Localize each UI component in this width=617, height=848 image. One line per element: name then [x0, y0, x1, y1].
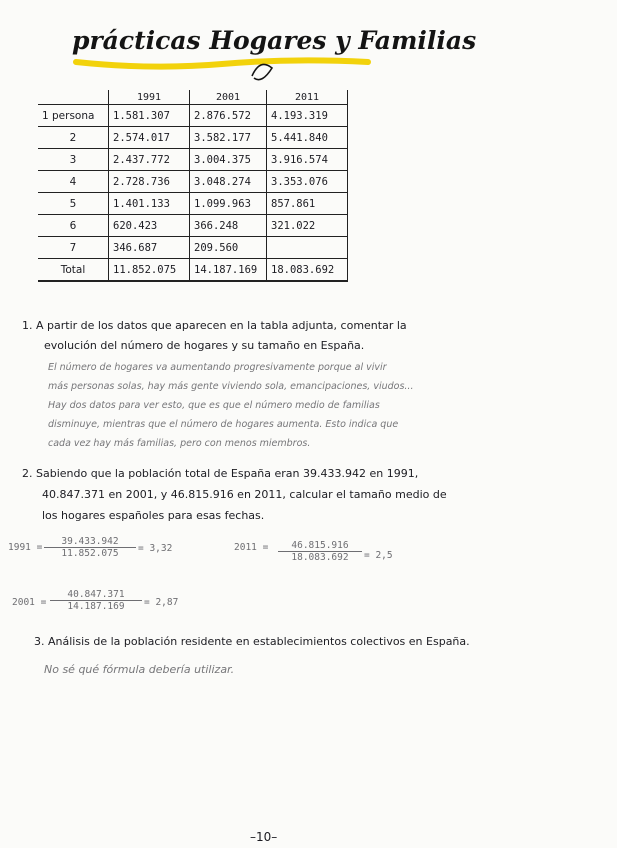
calc-2001-numerator: 40.847.371	[67, 589, 125, 600]
answer-1	[48, 358, 413, 453]
question-1-line-1: 1. A partir de los datos que aparecen en la tabla adjunta, comentar la	[22, 319, 407, 332]
table-cell: 3.582.177	[190, 127, 267, 149]
row-label: 4	[38, 171, 109, 193]
table-row	[38, 237, 348, 259]
page-number: –10–	[250, 830, 278, 844]
table-header-row	[38, 90, 348, 105]
calc-2011-year: 2011 =	[234, 542, 269, 553]
question-2-line-1: 2. Sabiendo que la población total de España eran 39.433.942 en 1991,	[22, 467, 419, 480]
table-cell: 11.852.075	[109, 259, 190, 282]
table-row	[38, 193, 348, 215]
table-cell: 857.861	[267, 193, 348, 215]
table-cell: 209.560	[190, 237, 267, 259]
row-label: Total	[38, 259, 109, 282]
table-cell: 620.423	[109, 215, 190, 237]
header-2001: 2001	[190, 90, 267, 105]
table-cell: 2.574.017	[109, 127, 190, 149]
row-label: 2	[38, 127, 109, 149]
calc-1991-result: = 3,32	[138, 543, 173, 554]
title-area	[72, 18, 477, 88]
table-cell: 2.437.772	[109, 149, 190, 171]
table-cell: 3.004.375	[190, 149, 267, 171]
table-cell: 2.728.736	[109, 171, 190, 193]
answer-1-line: más personas solas, hay más gente viviendo sola, emancipaciones, viudos...	[48, 381, 414, 392]
row-label: 7	[38, 237, 109, 259]
calc-2001-year: 2001 =	[12, 597, 47, 608]
answer-1-line: Hay dos datos para ver esto, que es que el número medio de familias	[48, 400, 380, 411]
answer-1-line: cada vez hay más familias, pero con menos miembros.	[48, 438, 311, 449]
table-cell: 3.353.076	[267, 171, 348, 193]
table-row	[38, 149, 348, 171]
table-total-row	[38, 259, 348, 282]
table-row	[38, 127, 348, 149]
question-3	[34, 632, 470, 652]
question-2	[22, 463, 447, 526]
answer-1-line: El número de hogares va aumentando progresivamente porque al vivir	[48, 362, 387, 373]
row-label: 6	[38, 215, 109, 237]
table-corner	[38, 90, 109, 105]
table-cell: 3.916.574	[267, 149, 348, 171]
table-cell: 346.687	[109, 237, 190, 259]
table-cell: 18.083.692	[267, 259, 348, 282]
question-3-line-1: 3. Análisis de la población residente en establecimientos colectivos en España.	[34, 635, 470, 648]
households-table	[38, 90, 348, 282]
table-cell: 1.581.307	[109, 105, 190, 127]
row-label: 1 persona	[38, 105, 109, 127]
table-cell: 1.401.133	[109, 193, 190, 215]
table-row	[38, 105, 348, 127]
table-cell: 321.022	[267, 215, 348, 237]
question-1	[22, 316, 407, 356]
question-1-line-2: evolución del número de hogares y su tamaño en España.	[44, 339, 365, 352]
page-title: prácticas Hogares y Familias	[72, 26, 477, 55]
calc-1991-year: 1991 =	[8, 542, 43, 553]
table-cell: 2.876.572	[190, 105, 267, 127]
calc-2011-result: = 2,5	[364, 550, 393, 561]
calc-2001-result: = 2,87	[144, 597, 179, 608]
calc-2001-denominator: 14.187.169	[50, 600, 142, 612]
answer-1-line: disminuye, mientras que el número de hogares aumenta. Esto indica que	[48, 419, 399, 430]
table-row	[38, 171, 348, 193]
header-1991: 1991	[109, 90, 190, 105]
calc-2011-numerator: 46.815.916	[291, 540, 349, 551]
table-cell: 14.187.169	[190, 259, 267, 282]
table-cell: 5.441.840	[267, 127, 348, 149]
calc-1991-numerator: 39.433.942	[61, 536, 119, 547]
calc-1991-fraction	[44, 536, 136, 559]
row-label: 3	[38, 149, 109, 171]
table-cell: 1.099.963	[190, 193, 267, 215]
table-cell: 366.248	[190, 215, 267, 237]
row-label: 5	[38, 193, 109, 215]
calc-2001-fraction	[50, 589, 142, 612]
calc-2011-fraction	[278, 540, 362, 563]
table-row	[38, 215, 348, 237]
table-cell: 4.193.319	[267, 105, 348, 127]
calc-1991-denominator: 11.852.075	[44, 547, 136, 559]
question-2-line-3: los hogares españoles para esas fechas.	[42, 509, 265, 522]
answer-3: No sé qué fórmula debería utilizar.	[44, 663, 235, 676]
question-2-line-2: 40.847.371 en 2001, y 46.815.916 en 2011, calcular el tamaño medio de	[42, 488, 447, 501]
table-cell: 3.048.274	[190, 171, 267, 193]
table-cell	[267, 237, 348, 259]
header-2011: 2011	[267, 90, 348, 105]
calc-2011-denominator: 18.083.692	[278, 551, 362, 563]
